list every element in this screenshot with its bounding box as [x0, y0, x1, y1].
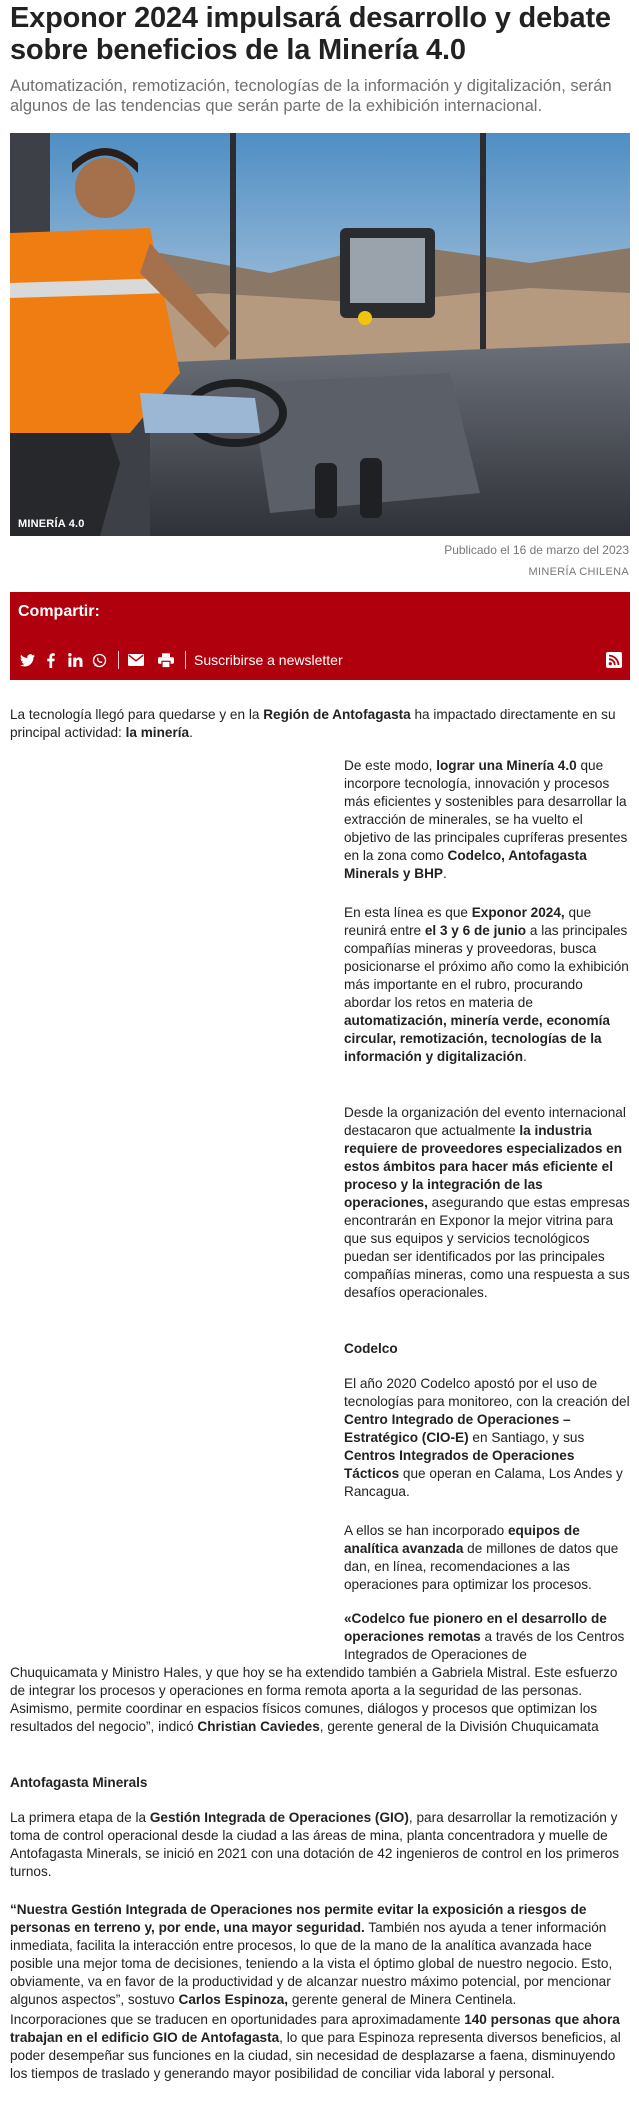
email-icon[interactable] — [127, 651, 145, 669]
share-bar — [10, 592, 630, 680]
section-heading: Codelco — [344, 1341, 398, 1356]
paragraph: Chuquicamata y Ministro Hales, y que hoy se ha extendido también a Gabriela Mistral. Este esfuerzo de integrar los procesos y operaciones en forma remota aporta a la seguridad de las personas. Asimismo, permite coordinar en espacios físicos comunes, diálogos y procesos que optimizan los resultados del negocio”, indicó Christian Caviedes, gerente general de la División Chuquicamata — [10, 1665, 618, 1734]
paragraph: En esta línea es que Exponor 2024, que reunirá entre el 3 y 6 de junio a las principales compañías mineras y proveedoras, busca posicionarse el próximo año como la exhibición más importante en el rubro, procurando abordar los retos en materia de automatización, minería verde, economía circular, remotización, tecnologías de la información y digitalización. — [344, 905, 629, 1064]
share-title: Compartir: — [18, 603, 100, 620]
paragraph: El año 2020 Codelco apostó por el uso de tecnologías para monitoreo, con la creación del Centro Integrado de Operaciones – Estratégico (CIO-E) en Santiago, y sus Centros Integrados de Operaciones Tácticos que operan en Calama, Los Andes y Rancagua. — [344, 1376, 630, 1499]
paragraph: Desde la organización del evento internacional destacaron que actualmente la industria requiere de proveedores especializados en estos ámbitos para hacer más eficiente el proceso y la integración de las operaciones, asegurando que estas empresas encontrarán en Exponor la mejor vitrina para que sus equipos y servicios tecnológicos puedan ser identificados por las principales compañías mineras, como una respuesta a sus desafíos operacionales. — [344, 1105, 630, 1300]
paragraph: La tecnología llegó para quedarse y en la Región de Antofagasta ha impactado directamente en su principal actividad: la minería. — [10, 707, 616, 740]
linkedin-icon[interactable] — [66, 651, 84, 669]
print-icon[interactable] — [157, 651, 175, 669]
share-divider — [185, 651, 186, 669]
newsletter-link[interactable]: Suscribirse a newsletter — [194, 652, 343, 668]
photo-caption: MINERÍA 4.0 — [18, 518, 85, 530]
publish-date: Publicado el 16 de marzo del 2023 — [444, 543, 629, 557]
facebook-icon[interactable] — [42, 651, 60, 669]
paragraph: A ellos se han incorporado equipos de analítica avanzada de millones de datos que dan, en línea, recomendaciones a las operaciones para optimizar los procesos. — [344, 1523, 619, 1592]
paragraph: De este modo, lograr una Minería 4.0 que incorpore tecnología, innovación y procesos más eficientes y sostenibles para desarrollar la extracción de minerales, se ha vuelto el objetivo de las principales cupríferas presentes en la zona como Codelco, Antofagasta Minerals y BHP. — [344, 758, 628, 881]
article-photo — [10, 133, 630, 536]
section-heading: Antofagasta Minerals — [10, 1775, 148, 1790]
article-source: MINERÍA CHILENA — [528, 566, 629, 578]
share-divider — [118, 651, 119, 669]
twitter-icon[interactable] — [18, 651, 36, 669]
paragraph: Incorporaciones que se traducen en oportunidades para aproximadamente 140 personas que ahora trabajan en el edificio GIO de Antofagasta, lo que para Espinoza representa diversos beneficios, al poder desempeñar sus funciones en la ciudad, sin necesidad de desplazarse a faena, disminuyendo los tiempos de traslado y generando mayor posibilidad de conciliar vida laboral y personal. — [10, 2012, 621, 2081]
paragraph: “Nuestra Gestión Integrada de Operaciones nos permite evitar la exposición a riesgos de personas en terreno y, por ende, una mayor seguridad. También nos ayuda a tener información inmediata, facilita la interacción entre procesos, lo que de la mano de la analítica avanzada hace posible una mejor toma de decisiones, teniendo a la vista el óptimo global de nuestro negocio. Esto, obviamente, va en favor de la productividad y de alcanzar nuestro máximo potencial, por mencionar algunos aspectos”, sostuvo Carlos Espinoza, gerente general de Minera Centinela. — [10, 1902, 613, 2007]
paragraph: La primera etapa de la Gestión Integrada de Operaciones (GIO), para desarrollar la remotización y toma de control operacional desde la ciudad a las áreas de mina, planta concentradora y muelle de Antofagasta Minerals, se inició en 2021 con una dotación de 42 ingenieros de control en los primeros turnos. — [10, 1810, 620, 1879]
simulator-photo-illustration — [10, 133, 630, 536]
rss-icon[interactable] — [606, 652, 622, 668]
article-title: Exponor 2024 impulsará desarrollo y debate sobre beneficios de la Minería 4.0 — [10, 2, 611, 66]
whatsapp-icon[interactable] — [90, 651, 108, 669]
article-subtitle: Automatización, remotización, tecnologías de la información y digitalización, serán algunos de las tendencias que serán parte de la exhibición internacional. — [10, 77, 612, 115]
paragraph: «Codelco fue pionero en el desarrollo de operaciones remotas a través de los Centros Integrados de Operaciones de — [344, 1611, 625, 1662]
